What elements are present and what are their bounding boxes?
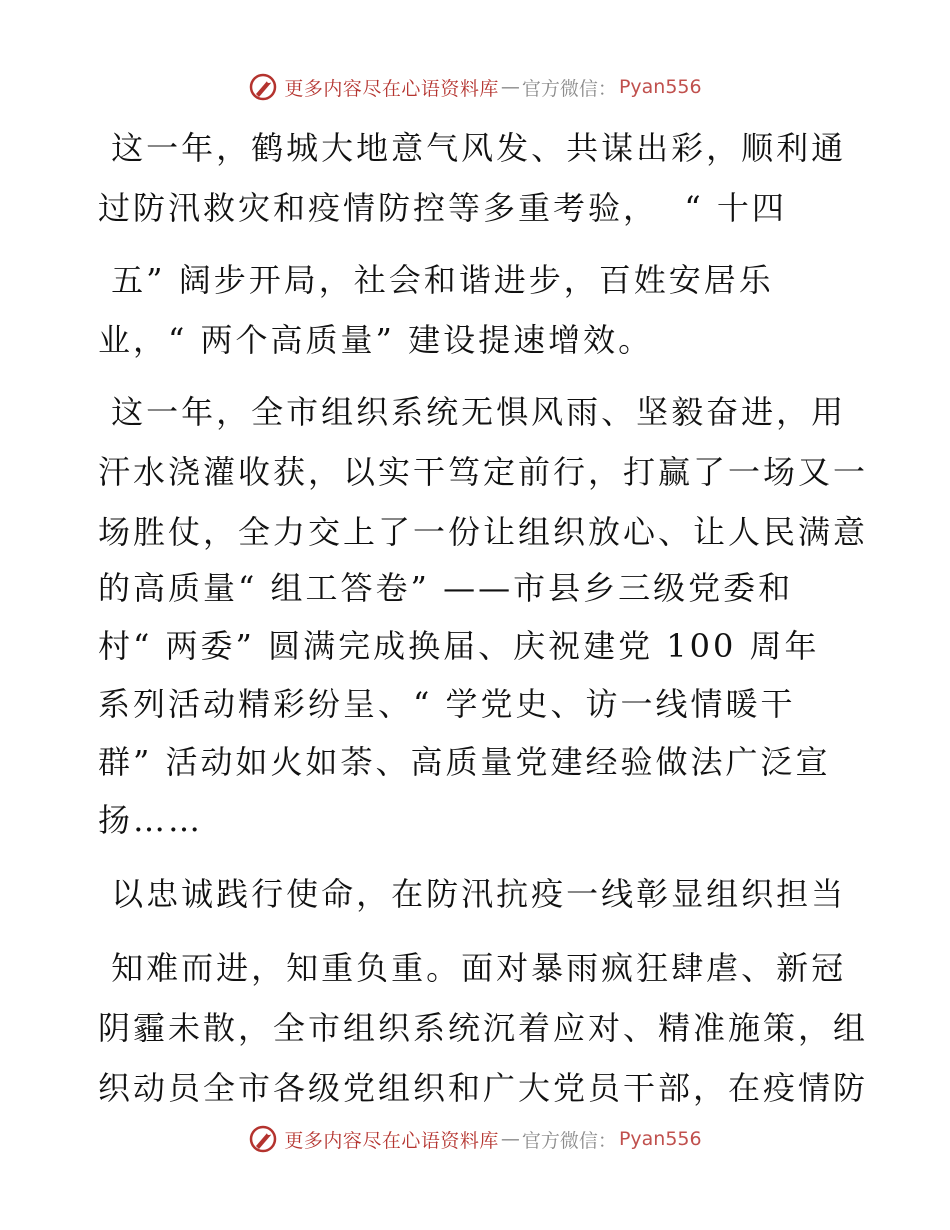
text-line: 阴霾未散，全市组织系统沉着应对、精准施策，组 xyxy=(98,1009,869,1047)
watermark-dash: — xyxy=(500,1128,520,1150)
text-line: 系列活动精彩纷呈、“ 学党史、访一线情暖干 xyxy=(98,685,796,723)
header-watermark xyxy=(0,72,950,102)
pen-logo-icon xyxy=(248,1124,278,1154)
section-heading: 以忠诚践行使命，在防汛抗疫一线彰显组织担当 xyxy=(98,875,847,913)
text-line: 扬…… xyxy=(98,801,204,839)
text-line: 村“ 两委” 圆满完成换届、庆祝建党 100 周年 xyxy=(98,627,820,665)
text-line: 织动员全市各级党组织和广大党员干部，在疫情防 xyxy=(98,1069,869,1107)
footer-watermark xyxy=(0,1124,950,1154)
text-line: 这一年，鹤城大地意气风发、共谋出彩，顺利通 xyxy=(98,129,847,167)
text-line: 知难而进，知重负重。面对暴雨疯狂肆虐、新冠 xyxy=(98,949,847,987)
watermark-dash: — xyxy=(500,76,520,98)
text-line: 过防汛救灾和疫情防控等多重考验， “ 十四 xyxy=(98,189,787,227)
text-line: 群” 活动如火如荼、高质量党建经验做法广泛宣 xyxy=(98,743,831,781)
text-line: 业，“ 两个高质量” 建设提速增效。 xyxy=(98,321,654,359)
text-line: 汗水浇灌收获，以实干笃定前行，打赢了一场又一 xyxy=(98,453,869,491)
pen-logo-icon xyxy=(248,72,278,102)
watermark-text: 更多内容尽在心语资料库 xyxy=(284,1129,499,1152)
watermark-text: 更多内容尽在心语资料库 xyxy=(284,77,499,100)
watermark-wechat-id: Pyan556 xyxy=(618,1128,702,1150)
watermark-official-label: 官方微信： xyxy=(521,1129,617,1152)
watermark-wechat-id: Pyan556 xyxy=(618,76,702,98)
text-line: 的高质量“ 组工答卷” ——市县乡三级党委和 xyxy=(98,569,794,607)
text-line: 场胜仗，全力交上了一份让组织放心、让人民满意 xyxy=(98,513,869,551)
watermark-official-label: 官方微信： xyxy=(521,77,617,100)
text-line: 这一年，全市组织系统无惧风雨、坚毅奋进，用 xyxy=(98,393,847,431)
text-line: 五” 阔步开局，社会和谐进步，百姓安居乐 xyxy=(98,261,774,299)
